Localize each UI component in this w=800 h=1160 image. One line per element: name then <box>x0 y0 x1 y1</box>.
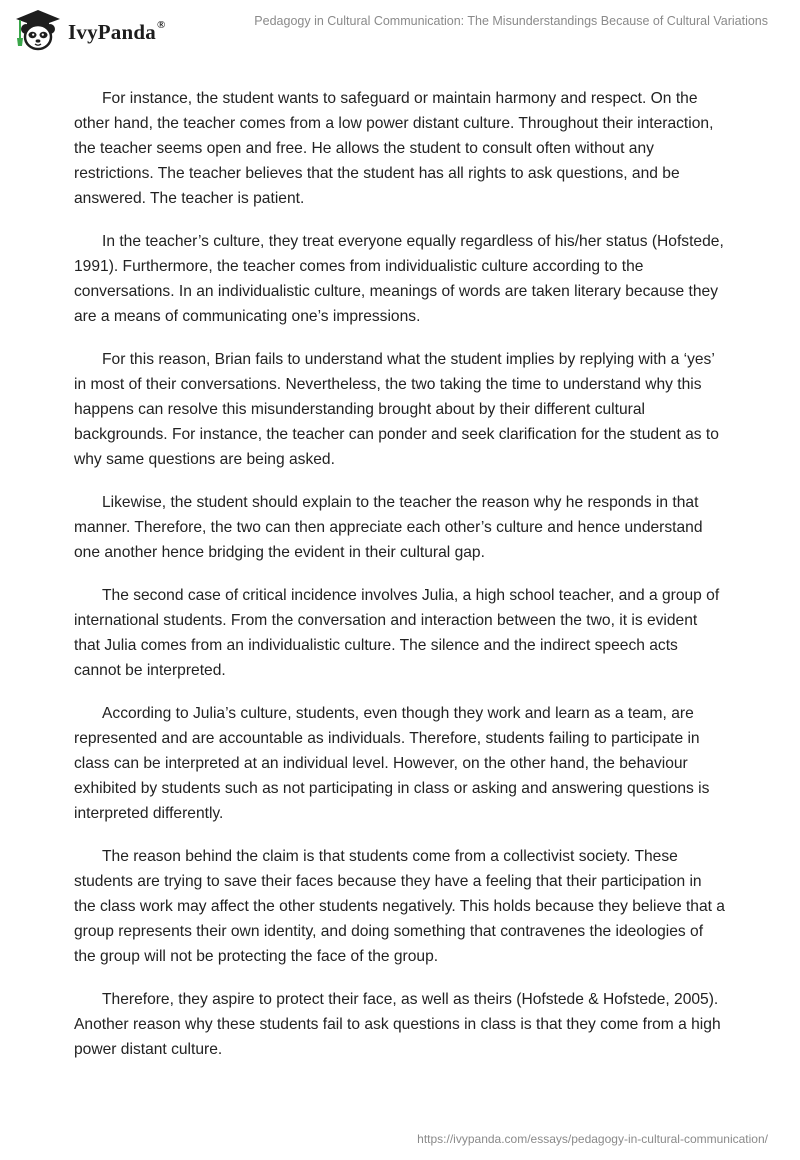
paragraph: Likewise, the student should explain to the teacher the reason why he responds in that manner. Therefore, the two can then appreciate each other’s culture and hence understand one another hence bridging the evident in their cultural gap. <box>74 494 703 561</box>
source-url-link[interactable]: https://ivypanda.com/essays/pedagogy-in-cultural-communication/ <box>417 1132 768 1146</box>
page-header <box>0 0 800 60</box>
brand-logo[interactable] <box>14 8 165 52</box>
document-title: Pedagogy in Cultural Communication: The Misunderstandings Because of Cultural Variations <box>254 14 768 28</box>
paragraph: In the teacher’s culture, they treat everyone equally regardless of his/her status (Hofstede, 1991). Furthermore, the teacher comes from individualistic culture according to the conversations. In an individualistic culture, meanings of words are taken literary because they are a means of communicating one’s impressions. <box>74 233 724 325</box>
paragraph: Therefore, they aspire to protect their face, as well as theirs (Hofstede & Hofstede, 2005). Another reason why these students fail to ask questions in class is that they come from a high power distant culture. <box>74 991 721 1058</box>
paragraph: For instance, the student wants to safeguard or maintain harmony and respect. On the other hand, the teacher comes from a low power distant culture. Throughout their interaction, the teacher seems open and free. He allows the student to consult often without any restrictions. The teacher believes that the student has all rights to ask questions, and be answered. The teacher is patient. <box>74 90 714 207</box>
paragraph: The reason behind the claim is that students come from a collectivist society. These students are trying to save their faces because they have a feeling that their participation in the class work may affect the other students negatively. This holds because they believe that a group represents their own identity, and doing something that contravenes the ideologies of the group will not be protecting the face of the group. <box>74 848 725 965</box>
registered-mark: ® <box>156 18 166 31</box>
brand-name: IvyPanda® <box>68 18 166 44</box>
panda-graduate-icon <box>14 8 62 52</box>
paragraph: The second case of critical incidence involves Julia, a high school teacher, and a group of international students. From the conversation and interaction between the two, it is evident that Julia comes from an individualistic culture. The silence and the indirect speech acts cannot be interpreted. <box>74 587 720 679</box>
paragraph: For this reason, Brian fails to understand what the student implies by replying with a ‘yes’ in most of their conversations. Nevertheless, the two taking the time to understand why this happens can resolve this misunderstanding brought about by their different cultural backgrounds. For instance, the teacher can ponder and seek clarification for the student as to why same questions are being asked. <box>74 351 719 468</box>
paragraph: According to Julia’s culture, students, even though they work and learn as a team, are represented and are accountable as individuals. Therefore, students failing to participate in class can be interpreted at an individual level. However, on the other hand, the behaviour exhibited by students such as not participating in class or asking and answering questions is interpreted differently. <box>74 705 710 822</box>
essay-body <box>74 86 726 1080</box>
